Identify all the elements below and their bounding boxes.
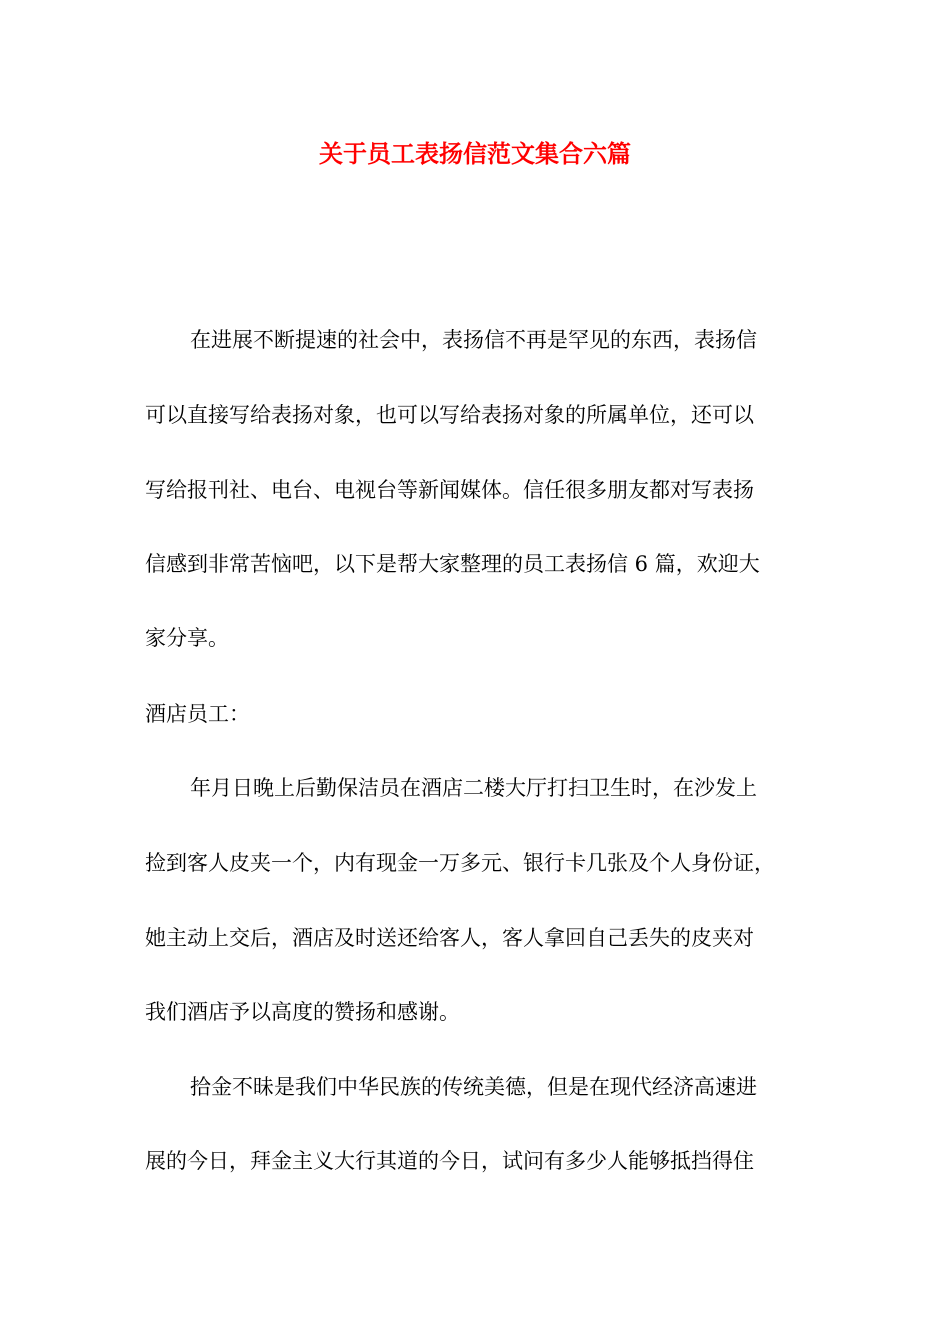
paragraph-line: 年月日晚上后勤保洁员在酒店二楼大厅打扫卫生时，在沙发上 (190, 776, 757, 800)
paragraph-line: 展的今日，拜金主义大行其道的今日，试问有多少人能够抵挡得住 (145, 1149, 754, 1173)
paragraph-line: 写给报刊社、电台、电视台等新闻媒体。信任很多朋友都对写表扬 (145, 478, 754, 502)
paragraph-line: 家分享。 (145, 626, 229, 650)
paragraph-line: 她主动上交后，酒店及时送还给客人，客人拿回自己丢失的皮夹对 (145, 926, 754, 950)
paragraph-line: 信感到非常苦恼吧，以下是帮大家整理的员工表扬信 6 篇，欢迎大 (145, 552, 760, 576)
paragraph-line: 我们酒店予以高度的赞扬和感谢。 (145, 1000, 460, 1024)
salutation-line: 酒店员工： (145, 702, 250, 726)
paragraph-line: 拾金不昧是我们中华民族的传统美德，但是在现代经济高速进 (190, 1075, 757, 1099)
paragraph-line: 捡到客人皮夹一个，内有现金一万多元、银行卡几张及个人身份证， (145, 851, 775, 875)
paragraph-line: 可以直接写给表扬对象，也可以写给表扬对象的所属单位，还可以 (145, 403, 754, 427)
document-title: 关于员工表扬信范文集合六篇 (319, 139, 631, 168)
paragraph-line: 在进展不断提速的社会中，表扬信不再是罕见的东西，表扬信 (190, 328, 757, 352)
